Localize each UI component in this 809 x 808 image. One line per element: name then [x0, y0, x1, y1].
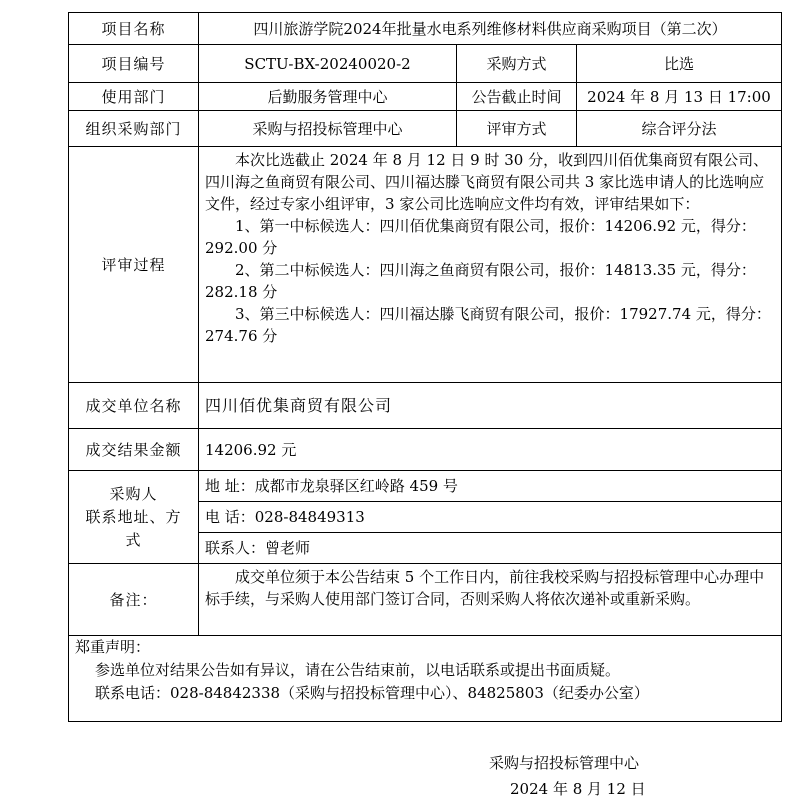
review-method-label: 评审方式 — [457, 111, 577, 147]
row-process — [69, 147, 782, 383]
row-org — [69, 111, 782, 147]
issue-date: 2024 年 8 月 12 日 — [510, 780, 646, 798]
process-intro: 本次比选截止 2024 年 8 月 12 日 9 时 30 分，收到四川佰优集商贸有限公司、四川海之鱼商贸有限公司、四川福达滕飞商贸有限公司共 3 家比选申请人的比选响应文件，经过专家小组评审，3 家公司比选响应文件均有效，评审结果如下： — [205, 151, 769, 213]
remark-content — [199, 564, 782, 636]
row-remark — [69, 564, 782, 636]
statement-title: 郑重声明： — [75, 638, 151, 656]
amount-label: 成交结果金额 — [69, 429, 199, 471]
contact-address: 地 址：成都市龙泉驿区红岭路 459 号 — [199, 471, 781, 502]
contact-person: 联系人：曾老师 — [205, 539, 311, 557]
contact-content — [199, 471, 782, 564]
statement-line-1: 参选单位对结果公告如有异议，请在公告结束前，以电话联系或提出书面质疑。 — [95, 661, 621, 679]
org-label: 组织采购部门 — [69, 111, 199, 147]
project-no: SCTU-BX-20240020-2 — [199, 45, 457, 83]
project-no-label: 项目编号 — [69, 45, 199, 83]
org: 采购与招投标管理中心 — [199, 111, 457, 147]
row-dept — [69, 83, 782, 111]
candidate-2: 2、第二中标候选人：四川海之鱼商贸有限公司，报价：14813.35 元，得分：282.18 分 — [205, 261, 756, 301]
announcement-table — [68, 12, 782, 722]
deadline-label: 公告截止时间 — [457, 83, 577, 111]
contact-label-line-2: 联系地址、方 — [85, 507, 182, 526]
dept: 后勤服务管理中心 — [199, 83, 457, 111]
row-amount — [69, 429, 782, 471]
candidate-1: 1、第一中标候选人：四川佰优集商贸有限公司，报价：14206.92 元，得分：292.00 分 — [205, 217, 756, 257]
winner: 四川佰优集商贸有限公司 — [199, 383, 782, 429]
deadline: 2024 年 8 月 13 日 17:00 — [577, 83, 782, 111]
contact-label-line-1: 采购人 — [109, 484, 158, 503]
winner-label: 成交单位名称 — [69, 383, 199, 429]
dept-label: 使用部门 — [69, 83, 199, 111]
row-project-no — [69, 45, 782, 83]
contact-label-line-3: 式 — [125, 530, 142, 549]
row-contact — [69, 471, 782, 564]
candidate-3: 3、第三中标候选人：四川福达滕飞商贸有限公司，报价：17927.74 元，得分：274.76 分 — [205, 305, 771, 345]
project-name: 四川旅游学院2024年批量水电系列维修材料供应商采购项目（第二次） — [199, 13, 782, 45]
issuer: 采购与招投标管理中心 — [489, 754, 640, 772]
purchase-method-label: 采购方式 — [457, 45, 577, 83]
row-project-name — [69, 13, 782, 45]
statement-line-2: 联系电话：028-84842338（采购与招投标管理中心）、84825803（纪委办公室） — [95, 684, 649, 702]
statement — [69, 636, 782, 722]
remark: 成交单位须于本公告结束 5 个工作日内，前往我校采购与招投标管理中心办理中标手续，与采购人使用部门签订合同，否则采购人将依次递补或重新采购。 — [205, 568, 765, 608]
contact-phone: 电 话：028-84849313 — [199, 502, 781, 533]
process-label: 评审过程 — [69, 147, 199, 383]
row-statement — [69, 636, 782, 722]
remark-label: 备注： — [69, 564, 199, 636]
purchase-method: 比选 — [577, 45, 782, 83]
review-method: 综合评分法 — [577, 111, 782, 147]
project-name-label: 项目名称 — [69, 13, 199, 45]
row-winner — [69, 383, 782, 429]
amount: 14206.92 元 — [199, 429, 782, 471]
process-content — [199, 147, 782, 383]
contact-label — [69, 471, 199, 564]
